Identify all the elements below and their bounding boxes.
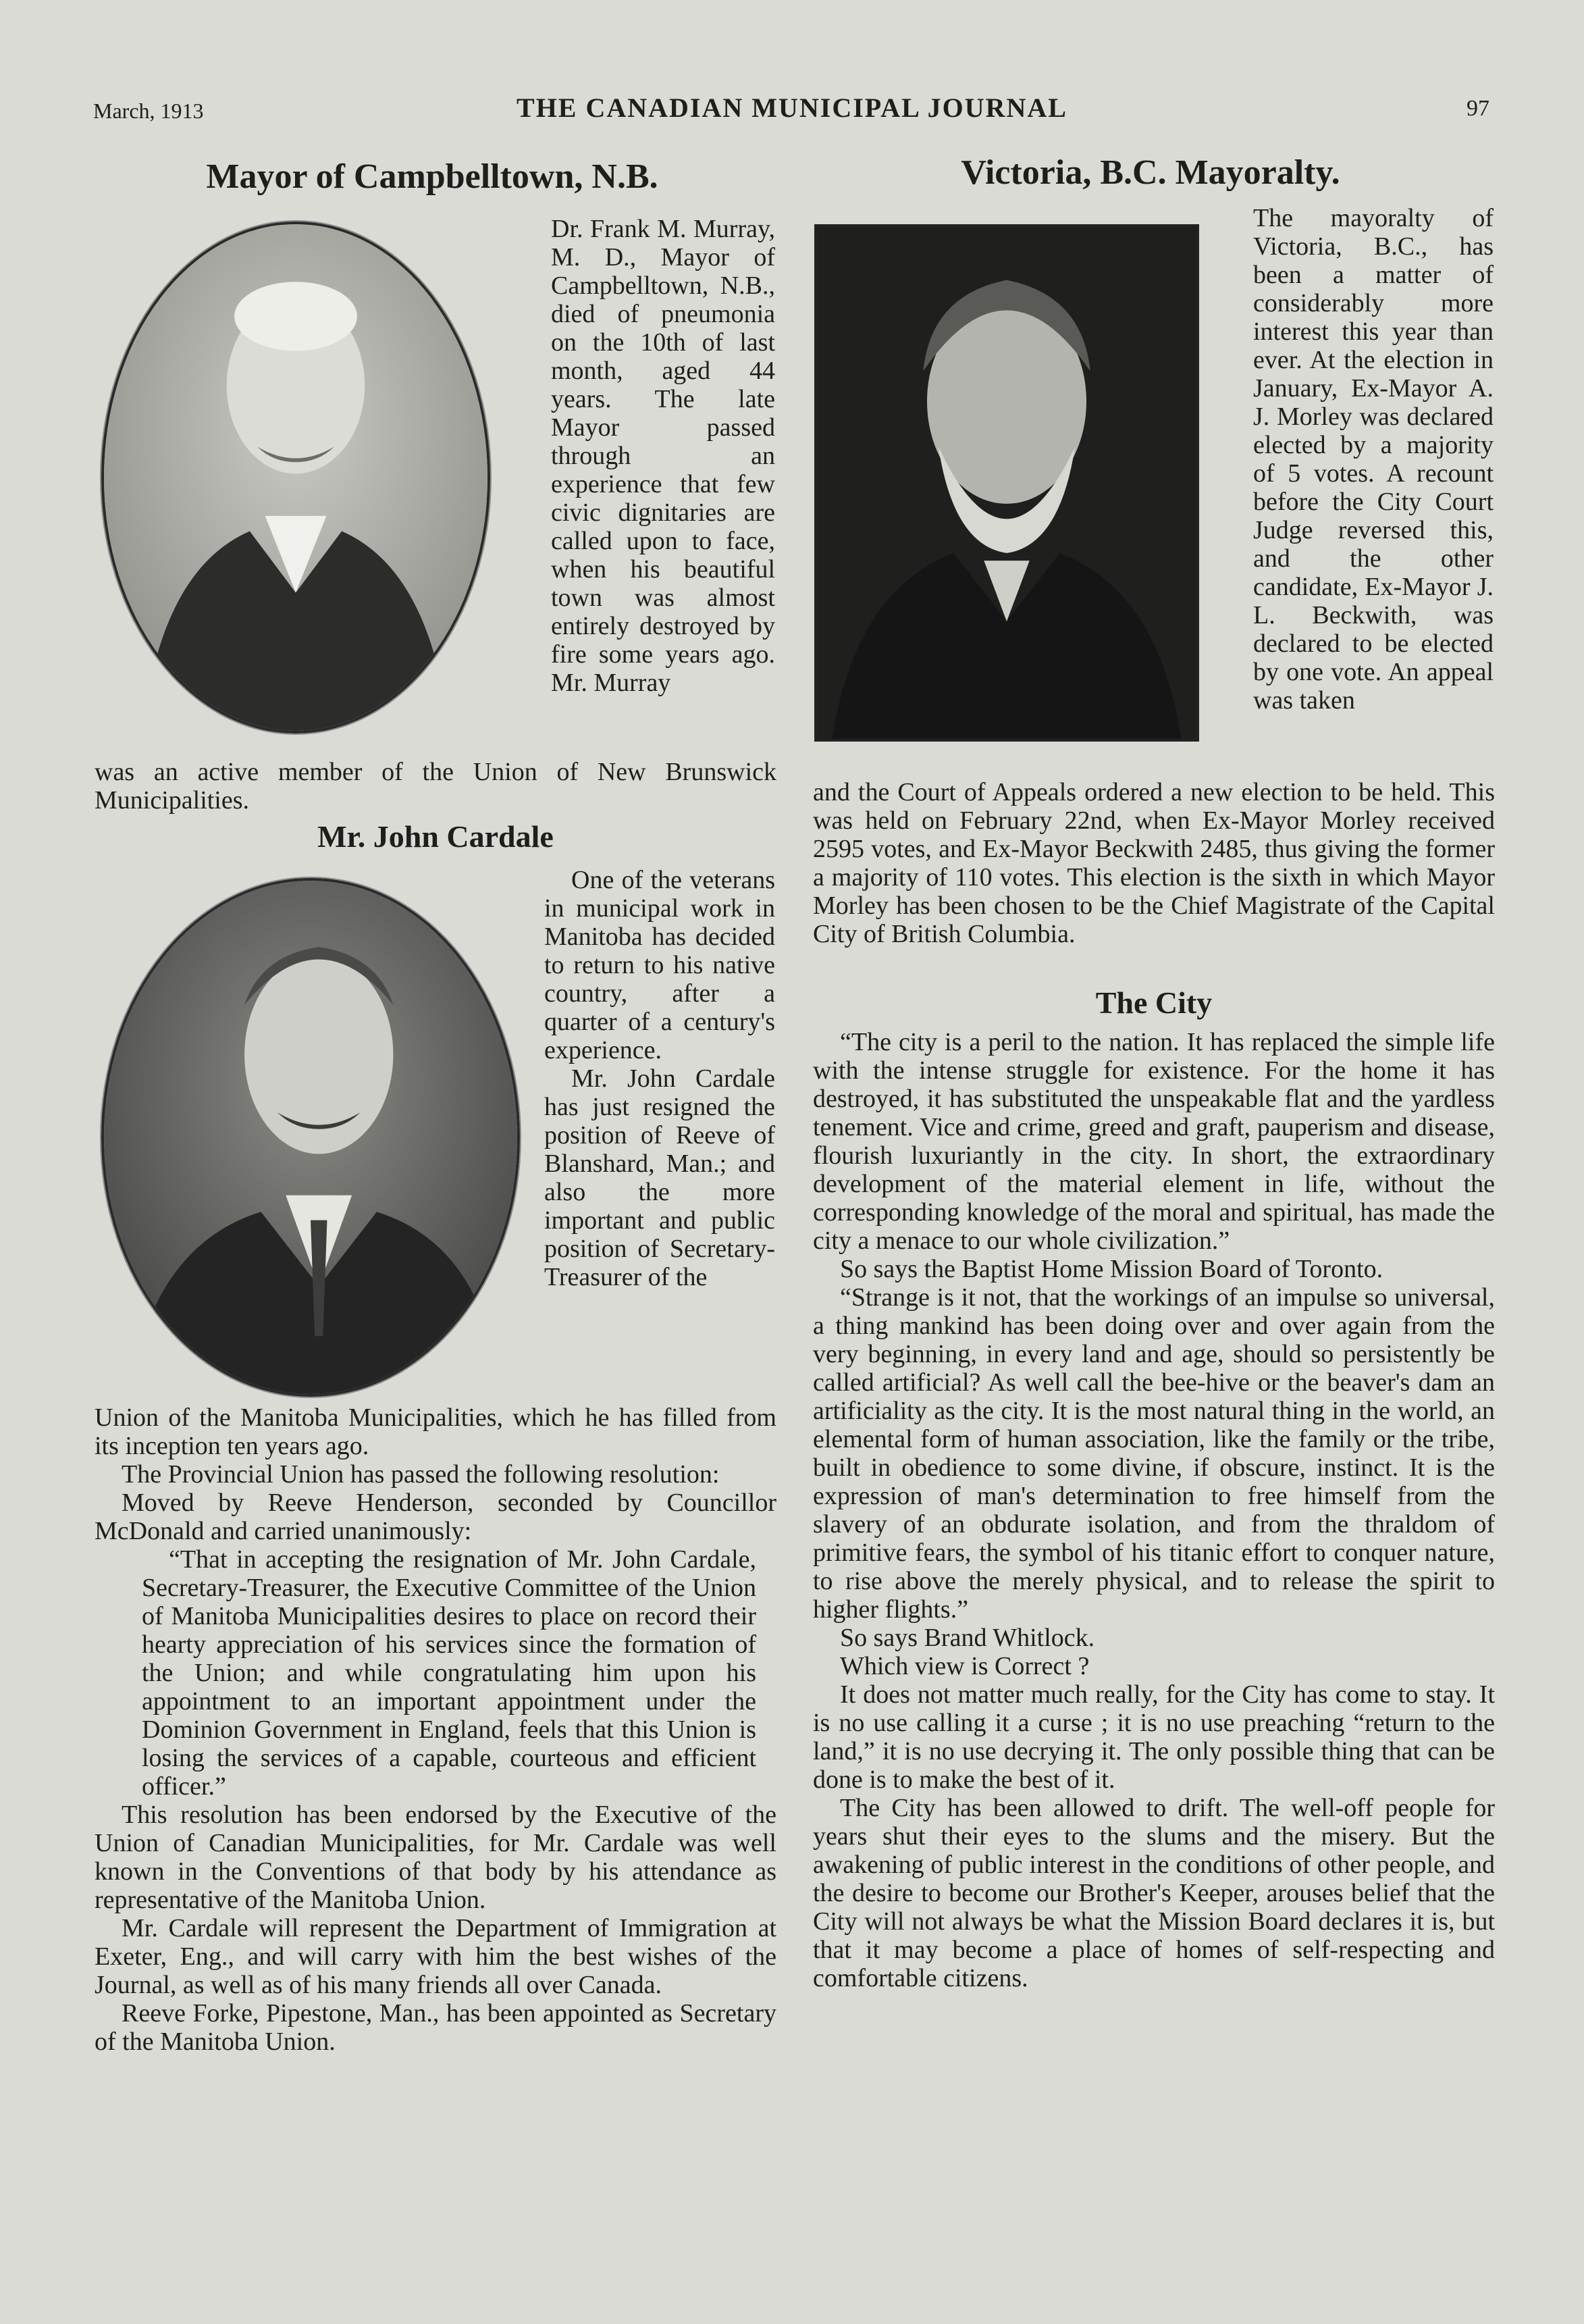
city-body xyxy=(813,1028,1495,1992)
murray-portrait xyxy=(101,222,490,733)
cardale-body xyxy=(95,1403,776,2056)
city-p7: The City has been allowed to drift. The well-off people for years shut their eyes to the slums and the misery. But the awakening of public interest in the conditions of other people, and the desire to become our Brother's Keeper, arouses belief that the City will not always be what the Mission Board declares it is, but that it may become a place of homes of self-respecting and comfortable citizens. xyxy=(813,1794,1495,1992)
cardale-para4: Moved by Reeve Henderson, seconded by Councillor McDonald and carried unanimously: xyxy=(95,1489,776,1545)
city-p5: Which view is Correct ? xyxy=(840,1652,1090,1680)
cardale-intro: One of the veterans in municipal work in Manitoba has decided to return to his native country, after a quarter of a century's experience. xyxy=(544,866,775,1064)
morley-photo xyxy=(814,224,1199,742)
city-p2: So says the Baptist Home Mission Board of Toronto. xyxy=(840,1255,1383,1283)
campbelltown-heading: Mayor of Campbelltown, N.B. xyxy=(206,157,658,196)
cardale-intro-column xyxy=(544,866,775,1291)
victoria-tail-column xyxy=(813,778,1495,948)
victoria-tail: and the Court of Appeals ordered a new election to be held. This was held on February 22nd, when Ex-Mayor Morley received 2595 votes, and Ex-Mayor Beckwith 2485, thus giving the former a majority of 110 votes. This election is the sixth in which Mayor Morley has been chosen to be the Chief Magistrate of the Capital City of British Columbia. xyxy=(813,778,1495,948)
city-p1: “The city is a peril to the nation. It has replaced the simple life with the intense struggle for existence. For the home it has destroyed, it has substituted the unspeakable flat and the yardless tenement. Vice and crime, greed and graft, pauperism and disease, flourish luxuriantly in the city. In short, the extraordinary development of the material element in life, without the corresponding knowledge of the moral and spiritual, has made the city a menace to our whole civilization.” xyxy=(813,1028,1495,1255)
page-header xyxy=(0,86,1584,127)
campbelltown-body: Dr. Frank M. Murray, M. D., Mayor of Campbelltown, N.B., died of pneumonia on the 10th of last month, aged 44 years. The late Mayor passed through an experience that few civic dignitaries are called upon to face, when his beautiful town was almost entirely destroyed by fire some years ago. Mr. Murray xyxy=(551,215,775,697)
cardale-portrait xyxy=(101,878,520,1397)
cardale-para2-tail: Union of the Manitoba Municipalities, which he has filled from its inception ten years ago. xyxy=(95,1403,776,1460)
victoria-heading: Victoria, B.C. Mayoralty. xyxy=(961,153,1340,192)
campbelltown-tail-text: was an active member of the Union of New Brunswick Municipalities. xyxy=(95,758,776,815)
city-p6: It does not matter much really, for the City has come to stay. It is no use calling it a curse ; it is no use preaching “return to the land,” it is no use decrying it. The only possible thing that can be done is to make the best of it. xyxy=(813,1680,1495,1794)
cardale-heading: Mr. John Cardale xyxy=(317,819,554,854)
cardale-para5: This resolution has been endorsed by the Executive of the Union of Canadian Municipalities, for Mr. Cardale was well known in the Conventions of that body by his attendance as representative of the Manitoba Union. xyxy=(95,1801,776,1914)
page-number: 97 xyxy=(1467,96,1489,121)
city-p3: “Strange is it not, that the workings of an impulse so universal, a thing mankind has been doing over and over again from the very beginning, in every land and age, should so persistently be called artificial? As well call the bee-hive or the beaver's dam an artificiality as the city. It is the most natural thing in the world, an elemental form of human association, like the family or the tribe, built in obedience to some divine, if obscure, instinct. It is the expression of man's determination to free himself from the slavery of an obdurate isolation, and from the thraldom of primitive fears, the symbol of his titanic effort to conquer nature, to rise above the merely physical, and to release the spirit to higher flights.” xyxy=(813,1283,1495,1624)
cardale-para6: Mr. Cardale will represent the Department of Immigration at Exeter, Eng., and will carry with him the best wishes of the Journal, as well as of his many friends all over Canada. xyxy=(95,1914,776,1999)
cardale-para2: Mr. John Cardale has just resigned the position of Reeve of Blanshard, Man.; and also the more important and public position of Secretary-Treasurer of the xyxy=(544,1064,775,1291)
victoria-body: The mayoralty of Victoria, B.C., has been a matter of considerably more interest this year than ever. At the election in January, Ex-Mayor A. J. Morley was declared elected by a majority of 5 votes. A recount before the City Court Judge reversed this, and the other candidate, Ex-Mayor J. L. Beckwith, was declared to be elected by one vote. An appeal was taken xyxy=(1253,204,1494,715)
city-heading: The City xyxy=(1095,985,1213,1020)
header-date: March, 1913 xyxy=(93,99,204,123)
cardale-resolution-quote: “That in accepting the resignation of Mr. John Cardale, Secretary-Treasurer, the Executive Committee of the Union of Manitoba Municipalities desires to place on record their hearty appreciation of his services since the formation of the Union; and while congratulating him upon his appointment to an important appointment under the Dominion Government in England, feels that this Union is losing the services of a capable, courteous and efficient officer.” xyxy=(142,1545,756,1801)
cardale-para7: Reeve Forke, Pipestone, Man., has been appointed as Secretary of the Manitoba Union. xyxy=(95,1999,776,2056)
header-title: THE CANADIAN MUNICIPAL JOURNAL xyxy=(517,93,1067,123)
cardale-para3: The Provincial Union has passed the following resolution: xyxy=(122,1460,720,1489)
campbelltown-tail xyxy=(95,758,776,815)
city-p4: So says Brand Whitlock. xyxy=(840,1624,1095,1652)
